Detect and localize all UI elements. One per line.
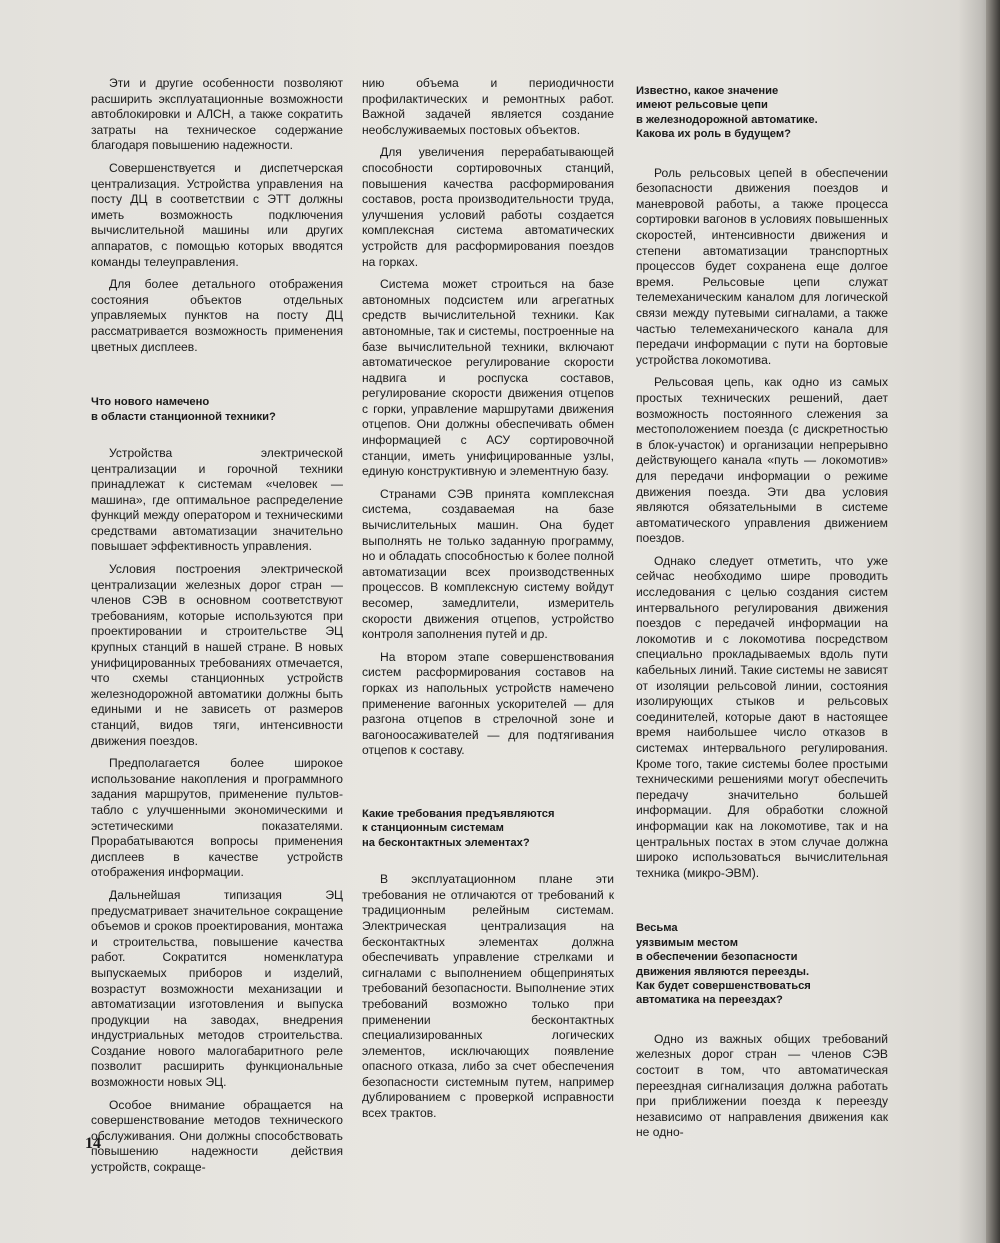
section-heading-station-tech (91, 395, 343, 424)
heading-line: Что нового намечено (91, 396, 210, 409)
heading-line: Какова их роль в будущем? (636, 128, 791, 141)
paragraph: Устройства электрической централизации и горочной техники принадлежат к системам «человек — машина», где оптимальное распределение функций между оператором и техническими средствами автоматизации значительно повышает эффективность управления. (91, 445, 343, 554)
paragraph: Странами СЭВ принята комплексная система, создаваемая на базе вычислительных машин. Она будет выполнять не только заданную программу, но и обладать способностью к более полной автоматизации всех производственных процессов. В комплексную систему войдут весомер, замедлители, измеритель скорости движения отцепов, устройство контроля заполнения путей и др. (362, 486, 614, 642)
heading-line: в области станционной техники? (91, 410, 276, 423)
heading-line: в обеспечении безопасности (636, 951, 798, 964)
paragraph: Рельсовая цепь, как одно из самых простых технических решений, дает возможность постоянного слежения за местоположением поезда (с дискретностью в блок-участок) и организации непрерывно действующего канала «путь — локомотив» для передачи информации о режиме движения поезда. Эти два условия являются обязательными в системе автоматического управления движением поездов. (636, 375, 888, 546)
heading-line: в железнодорожной автоматике. (636, 113, 818, 126)
heading-line: к станционным системам (362, 822, 504, 835)
paragraph: Условия построения электрической централизации железных дорог стран — членов СЭВ в основном соответствуют требованиям, которые используются при проектировании и строительстве ЭЦ крупных станций в нашей стране. В новых унифицированных требованиях отмечается, что схемы станционных устройств железнодорожной автоматики должны быть едиными и не зависеть от размеров станций, видов тяги, интенсивности движения поездов. (91, 562, 343, 748)
heading-line: Какие требования предъявляются (362, 807, 555, 820)
paragraph: нию объема и периодичности профилактических и ремонтных работ. Важной задачей является создание необслуживаемых постовых объектов. (362, 76, 614, 137)
heading-line: автоматика на переездах? (636, 994, 783, 1007)
paragraph: Особое внимание обращается на совершенствование методов технического обслуживания. Они должны способствовать повышению надежности действия устройств, сокраще- (91, 1097, 343, 1175)
heading-line: уязвимым местом (636, 936, 738, 949)
section-heading-track-circuits (636, 84, 888, 142)
paragraph: Дальнейшая типизация ЭЦ предусматривает значительное сокращение объемов и сроков проектирования, монтажа и строительства, повышение качества работ. Сократится номенклатура выпускаемых приборов и изделий, возрастут возможности механизации и автоматизации изготовления и выпуска продукции на заводах, внедрения индустриальных методов строительства. Создание нового малогабаритного реле позволит расширить функциональные возможности новых ЭЦ. (91, 887, 343, 1090)
paragraph: Совершенствуется и диспетчерская централизация. Устройства управления на посту ДЦ в соответствии с ЭТТ должны иметь возможность подключения вычислительной машины или других аппаратов, с помощью которых вводятся команды телеуправления. (91, 160, 343, 269)
paragraph: Одно из важных общих требований железных дорог стран — членов СЭВ состоит в том, что автоматическая переездная сигнализация должна работать при приближении поезда к переезду независимо от направления движения как не одно- (636, 1031, 888, 1140)
paragraph: Эти и другие особенности позволяют расширить эксплуатационные возможности автоблокировки и АЛСН, а также сократить затраты на техническое содержание благодаря повышению надежности. (91, 76, 343, 153)
paragraph: Для увеличения перерабатывающей способности сортировочных станций, повышения качества расформирования составов, роста производительности труда, улучшения условий работы создается комплексная система автоматических устройств для расформирования поездов на горках. (362, 145, 614, 269)
text-column-left (91, 76, 343, 1183)
heading-line: Известно, какое значение (636, 85, 779, 97)
heading-line: движения являются переезды. (636, 965, 810, 978)
paragraph: Роль рельсовых цепей в обеспечении безопасности движения поездов и маневровой работы, а также процесса сортировки вагонов в условиях повышенных скоростей, интенсивности движения и степени автоматизации транспортных процессов будет сохранена еще долгое время. Рельсовые цепи служат телемеханическим каналом для логической связи между путевыми сигналами, а также частью телемеханического канала для передачи информации с пути на бортовые устройства локомотива. (636, 165, 888, 367)
heading-line: на бесконтактных элементах? (362, 836, 530, 849)
section-heading-crossings (636, 921, 888, 1007)
text-column-middle (362, 76, 614, 1129)
section-heading-contactless (362, 807, 614, 850)
paragraph: Для более детального отображения состояния объектов отдельных управляемых пунктов на посту ДЦ рассматривается возможность применения цветных дисплеев. (91, 277, 343, 354)
page-number: 14 (85, 1135, 101, 1152)
paragraph: На втором этапе совершенствования систем расформирования составов на горках из напольных устройств намечено применение вагонных ускорителей — для разгона отцепов в стрелочной зоне и вагоноосаживателей — для подтягивания отцепов к составу. (362, 649, 614, 758)
paragraph: Предполагается более широкое использование накопления и программного задания маршрутов, применение пультов-табло с улучшенными экономическими и эстетическими показателями. Прорабатываются вопросы применения дисплеев в качестве устройств отображения информации. (91, 756, 343, 880)
text-column-right (636, 76, 888, 1148)
heading-line: Весьма (636, 922, 678, 935)
paragraph: Система может строиться на базе автономных подсистем или агрегатных средств вычислительной техники. Как автономные, так и системы, построенные на базе вычислительной техники, включают автоматическое регулирование скорости надвига и роспуска составов, регулирование скорости движения отцепов с горки, управление маршрутами движения отцепов. Они должны обеспечивать обмен информацией с АСУ сортировочной станции, иметь унифицированные узлы, единую конструктивную и элементную базу. (362, 277, 614, 479)
paragraph: В эксплуатационном плане эти требования не отличаются от требований к традиционным релейным системам. Электрическая централизация на бесконтактных элементах должна обеспечивать управление стрелками и сигналами с выполнением общепринятых требований безопасности. Выполнение этих требований возможно только при применении бесконтактных специализированных логических элементов, исключающих появление опасного отказа, либо за счет обеспечения безопасности системным путем, например дублированием с проверкой исправности всех трактов. (362, 872, 614, 1121)
heading-line: имеют рельсовые цепи (636, 99, 768, 112)
binding-edge (986, 0, 1000, 1243)
heading-line: Как будет совершенствоваться (636, 979, 811, 992)
paragraph: Однако следует отметить, что уже сейчас необходимо шире проводить исследования с целью создания систем интервального регулирования движения поездов с передачей информации на локомотив и с локомотива посредством специально прокладываемых вдоль пути кабельных линий. Такие системы не зависят от изоляции рельсовой линии, состояния изолирующих стыков и рельсовых соединителей, которые дают в настоящее время наибольшее число отказов в системах интервального регулирования. Кроме того, такие системы более простыми техническими решениями могут обеспечить передачу значительно большей информации. Для обработки сложной информации как на локомотиве, так и на центральных постах в этом случае должна широко использоваться вычислительная техника (микро-ЭВМ). (636, 553, 888, 880)
